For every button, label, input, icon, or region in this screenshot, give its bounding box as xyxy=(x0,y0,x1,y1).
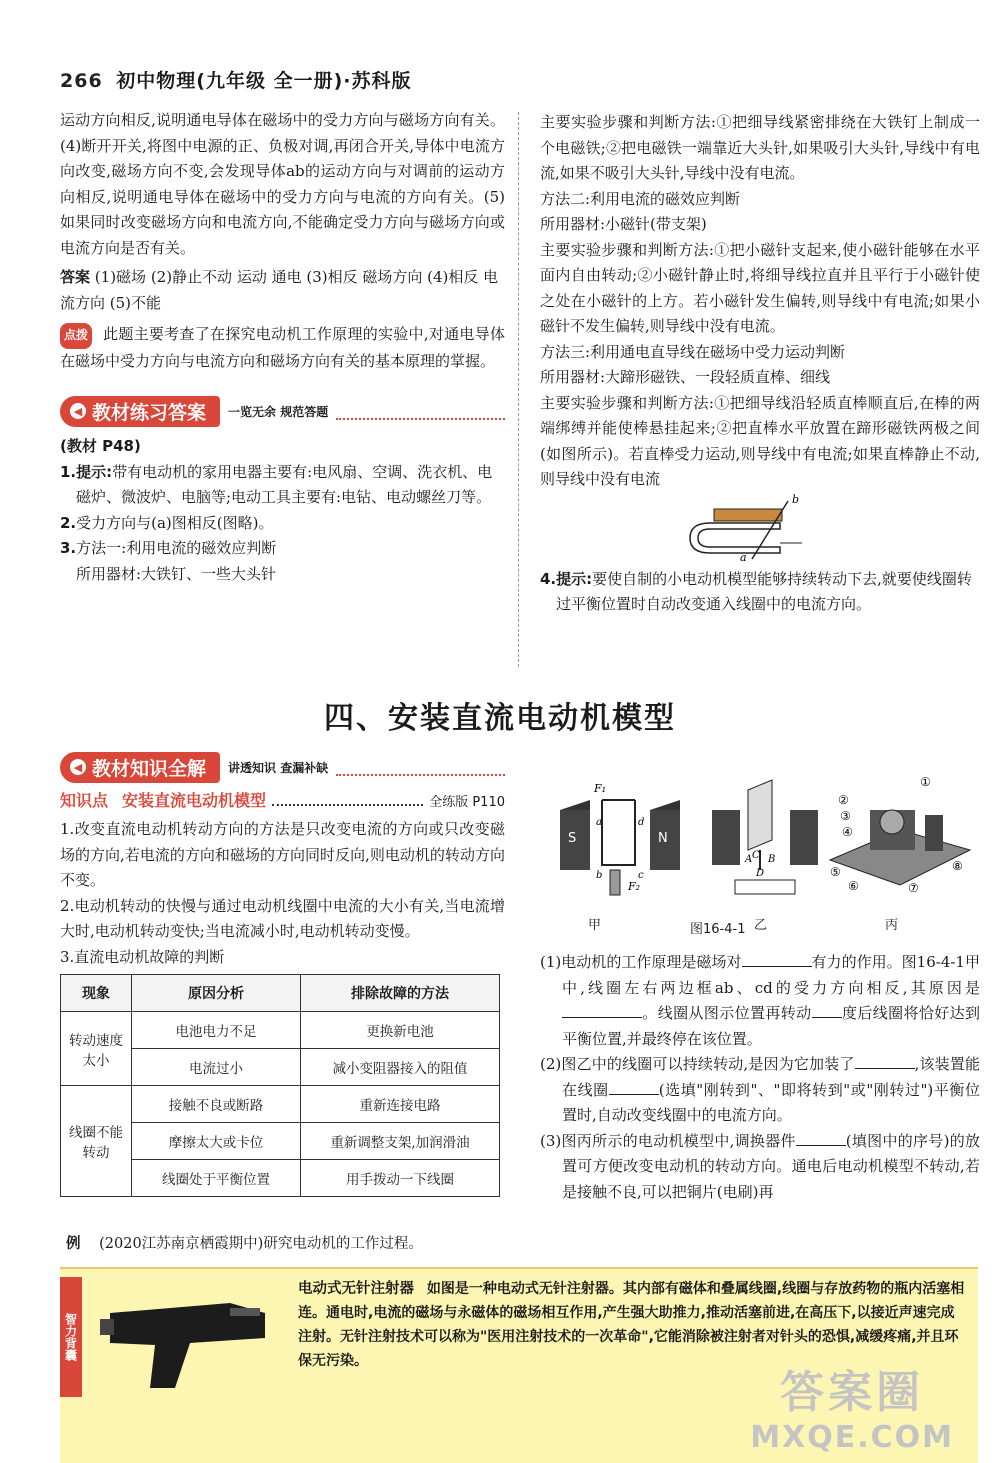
knowledge-point-heading xyxy=(60,788,505,811)
megaphone-icon: ◀ xyxy=(70,759,86,775)
solution-paragraph: 运动方向相反,说明通电导体在磁场中的受力方向与磁场方向有关。(4)断开开关,将图中电源的正、负极对调,再闭合开关,导体中电流方向改变,磁场方向不变,会发现导体ab的运动方向与对调前的运动方向相反,说明通电导体在磁场中的受力方向与电流的方向有关。(5)如果同时改变磁场方向和电流方向,不能确定受力方向与磁场方向或电流方向是否有关。 xyxy=(60,111,505,257)
answer-blank[interactable] xyxy=(796,1145,846,1146)
example-line xyxy=(66,1232,423,1253)
method-line: 所用器材:大蹄形磁铁、一段轻质直棒、细线 xyxy=(540,368,831,386)
exercise-item xyxy=(60,536,505,562)
tip-paragraph xyxy=(60,322,505,374)
watermark-line1: 答案圈 xyxy=(780,1367,925,1418)
question-text: 图丙所示的电动机模型中,调换器件 xyxy=(561,1131,796,1150)
force-f1-label: F₁ xyxy=(594,782,607,795)
circled-1: ① xyxy=(920,775,931,789)
right-column xyxy=(540,110,980,618)
letter-B: B xyxy=(768,854,776,865)
exercise-number: 3. xyxy=(60,539,77,557)
circled-6: ⑥ xyxy=(848,879,859,893)
example-label: 例 xyxy=(66,1236,81,1252)
figure-bing xyxy=(830,775,970,895)
question-item xyxy=(540,1129,980,1206)
letter-c: c xyxy=(638,870,644,881)
tip-badge: 点拨 xyxy=(60,323,92,349)
example-text: (2020江苏南京栖霞期中)研究电动机的工作过程。 xyxy=(99,1236,423,1252)
answer-blank[interactable] xyxy=(812,1017,842,1018)
pole-n-label: N xyxy=(658,831,668,846)
figure-yi xyxy=(712,780,818,894)
method-line: 主要实验步骤和判断方法:①把细导线沿轻质直棒顺直后,在棒的两端绑缚并能使棒悬挂起来;②把直棒水平放置在蹄形磁铁两极之间(如图所示)。若直棒受力运动,则导线中有电流;如果直棒静止不动,则导线中没有电流 xyxy=(540,393,980,488)
circled-4: ④ xyxy=(842,825,853,839)
cause-cell: 线圈处于平衡位置 xyxy=(132,1160,301,1197)
figure-jia xyxy=(560,782,680,895)
knowledge-item: 1.改变直流电动机转动方向的方法是只改变电流的方向或只改变磁场的方向,若电流的方向和磁场的方向同时反向,则电动机的转动方向不变。 xyxy=(60,820,505,889)
figure-label-bing: 丙 xyxy=(885,918,899,933)
injector-image xyxy=(100,1283,280,1403)
phenomenon-cell: 转动速度太小 xyxy=(61,1012,132,1086)
exercise-number: 2. xyxy=(60,513,77,532)
figure-label-yi: 乙 xyxy=(754,918,768,933)
table-row xyxy=(61,1086,500,1123)
knowledge-point-ref: 全练版 P110 xyxy=(429,795,505,810)
knowledge-item: 2.电动机转动的快慢与通过电动机线圈中电流的大小有关,当电流增大时,电动机转动变快;当电流减小时,电动机转动变慢。 xyxy=(60,896,505,940)
answer-text: (1)磁场 (2)静止不动 运动 通电 (3)相反 磁场方向 (4)相反 电流方向 (5)不能 xyxy=(60,268,499,312)
info-box-body: 如图是一种电动式无针注射器。其内部有磁体和叠属线圈,线圈与存放药物的瓶内活塞相连。通电时,电流的磁场与永磁体的磁场相互作用,产生强大助推力,推动活塞前进,在高压下,以接近声速完成注射。无针注射技术可以称为"医用注射技术的一次革命",它能消除被注射者对针头的恐惧,减缓疼痛,并且环保无污染。 xyxy=(298,1281,965,1369)
column-header: 原因分析 xyxy=(132,975,301,1012)
question-number: (2) xyxy=(540,1055,562,1073)
phenomenon-cell: 线圈不能转动 xyxy=(61,1086,132,1197)
figure-caption: 图16-4-1 xyxy=(690,922,746,937)
question-text: 有力的作用。图16-4-1甲中,线圈左右两边框ab、cd的受力方向相反,其原因是 xyxy=(562,953,980,997)
answer-blank[interactable] xyxy=(609,1094,659,1095)
tip-text: 此题主要考查了在探究电动机工作原理的实验中,对通电导体在磁场中受力方向与电流方向和磁场方向有关的基本原理的掌握。 xyxy=(60,325,505,370)
column-header: 排除故障的方法 xyxy=(301,975,500,1012)
knowledge-item: 3.直流电动机故障的判断 xyxy=(60,947,225,966)
method-line: 主要实验步骤和判断方法:①把小磁针支起来,使小磁针能够在水平面内自由转动;②小磁针静止时,将细导线拉直并且平行于小磁针使之处在小磁针的上方。若小磁针发生偏转,则导线中有电流;如果小磁针不发生偏转,则导线中没有电流。 xyxy=(540,240,980,335)
figure-16-4-1 xyxy=(540,770,980,910)
circled-8: ⑧ xyxy=(952,859,963,873)
question-item xyxy=(540,1052,980,1129)
figure-sublabels xyxy=(540,914,980,936)
answer-blank[interactable] xyxy=(742,966,812,967)
question-text: ,该装置能在线圈 xyxy=(562,1055,980,1099)
megaphone-icon: ◀ xyxy=(70,403,86,419)
info-box-title: 电动式无针注射器 xyxy=(298,1281,414,1297)
question-text: (填图中的序号)的放置可方便改变电动机的转动方向。通电后电动机模型不转动,若是接触不良,可以把铜片(电刷)再 xyxy=(562,1131,980,1201)
leader-dots xyxy=(272,794,423,806)
circled-5: ⑤ xyxy=(830,865,841,879)
magnet-rod-figure xyxy=(540,493,980,563)
exercise-label: 提示: xyxy=(556,569,593,588)
exercise-text: 带有电动机的家用电器主要有:电风扇、空调、洗衣机、电磁炉、微波炉、电脑等;电动工具主要有:电钻、电动螺丝刀等。 xyxy=(76,462,493,506)
figure-label-jia: 甲 xyxy=(588,918,602,933)
banner-subtitle: 讲透知识 查漏补缺 xyxy=(228,760,329,775)
question-number: (1) xyxy=(540,953,562,971)
watermark-line2: MXQE.COM xyxy=(750,1420,954,1455)
pole-s-label: S xyxy=(568,831,577,846)
fix-cell: 更换新电池 xyxy=(301,1012,500,1049)
fix-cell: 减小变阻器接入的阻值 xyxy=(301,1049,500,1086)
exercise-text: 受力方向与(a)图相反(图略)。 xyxy=(76,513,274,532)
banner-subtitle: 一览无余 规范答题 xyxy=(228,404,329,419)
circled-7: ⑦ xyxy=(908,881,919,895)
letter-D: D xyxy=(756,868,765,879)
question-text: 度后线圈将恰好达到平衡位置,并最终停在该位置。 xyxy=(562,1004,980,1048)
letter-b: b xyxy=(596,870,603,881)
exercise-tools: 所用器材:大铁钉、一些大头针 xyxy=(76,564,277,583)
exercise-text: 方法一:利用电流的磁效应判断 xyxy=(76,539,277,557)
table-row xyxy=(61,1012,500,1049)
fix-cell: 重新调整支架,加润滑油 xyxy=(301,1123,500,1160)
method-line: 方法二:利用电流的磁效应判断 xyxy=(540,189,741,208)
answer-label: 答案 xyxy=(60,268,91,286)
circled-2: ② xyxy=(838,793,849,807)
fix-cell: 重新连接电路 xyxy=(301,1086,500,1123)
page-header xyxy=(60,66,412,93)
fig-label-a: a xyxy=(740,550,747,563)
exercise-number: 4. xyxy=(540,569,557,588)
cause-cell: 电流过小 xyxy=(132,1049,301,1086)
letter-a: a xyxy=(596,817,602,828)
cause-cell: 摩擦太大或卡位 xyxy=(132,1123,301,1160)
book-title: 初中物理(九年级 全一册)·苏科版 xyxy=(116,70,412,92)
cause-cell: 接触不良或断路 xyxy=(132,1086,301,1123)
column-divider xyxy=(518,112,520,667)
banner-title: 教材练习答案 xyxy=(92,401,207,424)
exercise-item xyxy=(60,460,505,511)
exercise-item xyxy=(60,511,505,537)
question-number: (3) xyxy=(540,1131,562,1150)
textbook-answers-banner xyxy=(60,396,505,426)
answer-blank[interactable] xyxy=(855,1068,915,1069)
question-text: 。线圈从图示位置再转动 xyxy=(642,1004,812,1022)
table-header-row xyxy=(61,975,500,1012)
section-title: 四、安装直流电动机模型 xyxy=(324,701,676,736)
banner-rule xyxy=(336,758,505,776)
cause-cell: 电池电力不足 xyxy=(132,1012,301,1049)
exercise-list xyxy=(60,460,505,588)
force-f2-label: F₂ xyxy=(628,880,641,893)
column-header: 现象 xyxy=(61,975,132,1012)
page-number: 266 xyxy=(60,70,103,92)
method-line: 主要实验步骤和判断方法:①把细导线紧密排绕在大铁钉上制成一个电磁铁;②把电磁铁一端靠近大头针,如果吸引大头针,导线中有电流,如果不吸引大头针,导线中没有电流。 xyxy=(540,113,980,182)
letter-C: C xyxy=(752,850,760,861)
banner-rule xyxy=(336,402,505,420)
method-line: 所用器材:小磁针(带支架) xyxy=(540,215,707,233)
info-box-tag: 智力背囊 xyxy=(60,1277,82,1397)
motor-figures xyxy=(540,770,980,940)
answer-blank[interactable] xyxy=(562,1017,642,1018)
exercise-number: 1. xyxy=(60,462,77,481)
exercise-text: 要使自制的小电动机模型能够持续转动下去,就要使线圈转过平衡位置时自动改变通入线圈中的电流方向。 xyxy=(556,569,972,613)
exercise-label: 提示: xyxy=(76,462,113,481)
question-text: 图乙中的线圈可以持续转动,是因为它加装了 xyxy=(561,1055,855,1073)
question-text: 电动机的工作原理是磁场对 xyxy=(561,953,742,971)
fix-cell: 用手拨动一下线圈 xyxy=(301,1160,500,1197)
info-box xyxy=(60,1267,978,1463)
fig-label-b: b xyxy=(792,492,800,506)
knowledge-banner xyxy=(60,752,505,782)
question-text: (选填"刚转到"、"即将转到"或"刚转过")平衡位置时,自动改变线圈中的电流方向。 xyxy=(562,1080,980,1124)
knowledge-point-title: 安装直流电动机模型 xyxy=(122,791,267,810)
letter-A: A xyxy=(745,854,753,865)
fault-table xyxy=(60,974,500,1197)
exercise-item-4 xyxy=(540,567,980,618)
banner-title: 教材知识全解 xyxy=(92,757,207,780)
question-list xyxy=(540,950,980,1205)
circled-3: ③ xyxy=(840,809,851,823)
letter-d: d xyxy=(638,817,645,828)
method-line: 方法三:利用通电直导线在磁场中受力运动判断 xyxy=(540,342,846,361)
textbook-ref: (教材 P48) xyxy=(60,437,141,455)
question-item xyxy=(540,950,980,1052)
watermark xyxy=(750,1356,954,1455)
answer-line xyxy=(60,265,505,316)
left-column xyxy=(60,108,505,587)
knowledge-point-label: 知识点 xyxy=(60,791,109,810)
knowledge-column xyxy=(60,752,505,1197)
